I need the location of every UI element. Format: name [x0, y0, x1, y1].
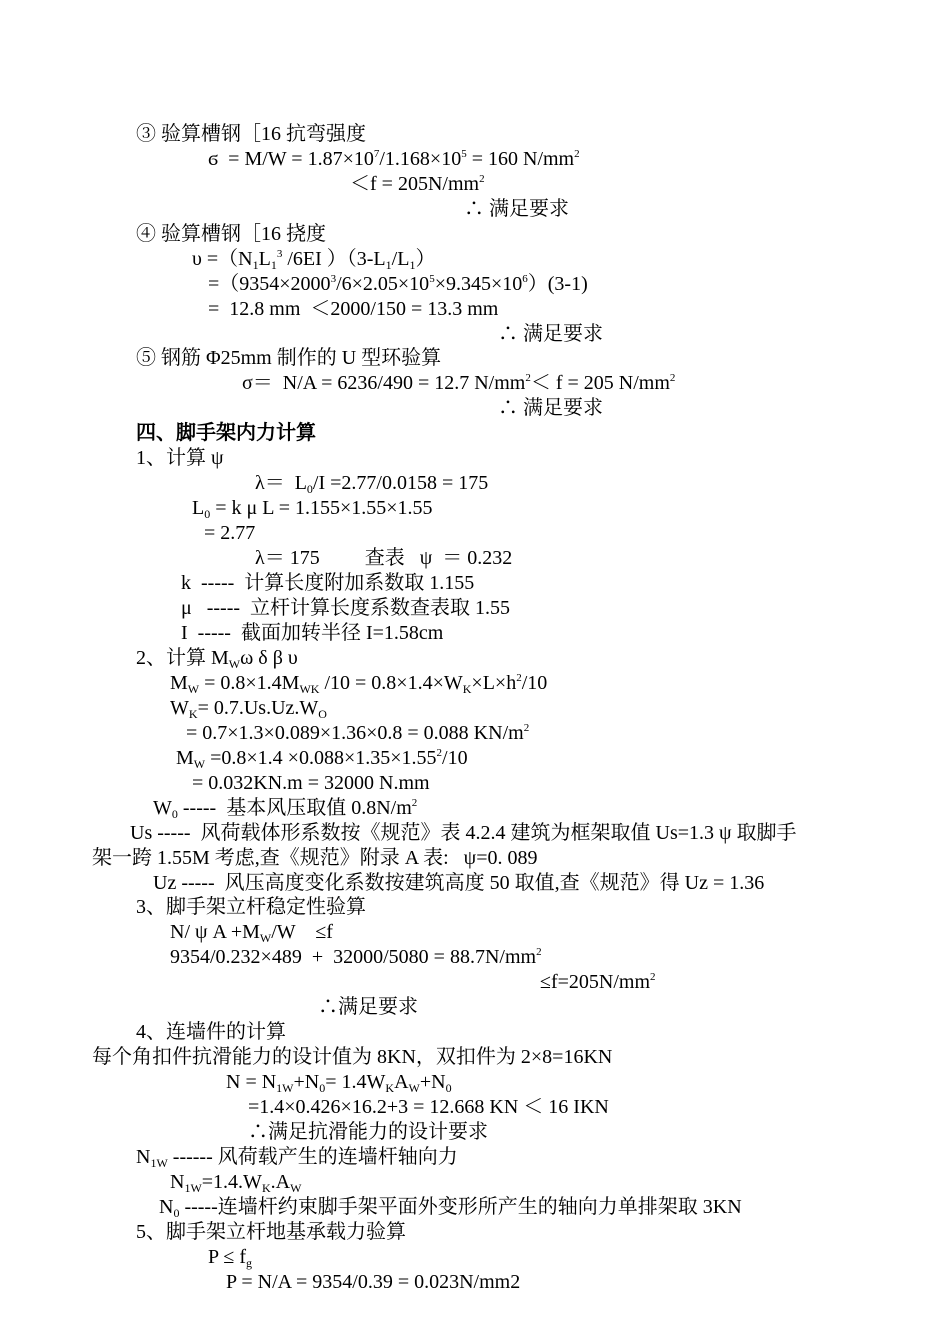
formula-effective-length: $L_0 = k$ μ L = 1.155×1.55×1.55 [192, 497, 433, 521]
formula-wind-moment-result: = 0.032KN.m = 32000 N.mm [192, 772, 430, 794]
formula-wind-load: $W_K= 0.7.Us.Uz.W_O$ [170, 697, 327, 721]
formula-deflection-values: $=(9354\times 2000^3/6\times 2.05\times 10^5\times 9.345\times 10^6)(3-1)$ [208, 273, 588, 295]
formula-deflection: $\upsilon =(N_1L_1^3$ /6EI ）$(3-L_1/L_1)$ [192, 248, 436, 272]
formula-table-lookup: λ＝ 175 查表 ψ ＝ 0.232 [255, 547, 513, 569]
definition-uz: Uz ----- 风压高度变化系数按建筑高度 50 取值,查《规范》得 Uz = 1.36 [153, 872, 765, 894]
subheading-compute-mw: 2、计算 $M_W\omega$ δ β υ [136, 647, 298, 671]
conclusion-slip-resistance: ∴满足抗滑能力的设计要求 [248, 1121, 488, 1143]
formula-stability-limit: $\le f=205N/mm^2$ [540, 971, 656, 993]
formula-slenderness: $\lambda= L_0/I =2.77/0.0158 = 175$ [255, 472, 489, 496]
definition-n0: $N_0$ -----连墙杆约束脚手架平面外变形所产生的轴向力单排架取 3KN [159, 1196, 742, 1220]
formula-deflection-result: = 12.8 mm ＜2000/150 = 13.3 mm [208, 298, 499, 320]
formula-wind-load-values: = 0.7×1.3×0.089×1.36×0.8 = 0.088 $KN/m^2$ [186, 722, 530, 744]
section-heading: 四、脚手架内力计算 [136, 422, 316, 444]
definition-us-continued: 架一跨 1.55M 考虑,查《规范》附录 A 表: ψ=0. 089 [92, 847, 538, 869]
definition-n1w: $N_{1W}$ ------ 风荷载产生的连墙杆轴向力 [136, 1146, 458, 1170]
formula-bearing-pressure: P = N/A = 9354/0.39 = 0.023N/mm2 [226, 1271, 521, 1293]
definition-w0: $W_0$ ----- 基本风压取值 $0.8N/m^2$ [153, 797, 418, 821]
subheading-foundation: 5、脚手架立杆地基承载力验算 [136, 1221, 406, 1243]
formula-wind-moment-values: $M_W =0.8\times 1.4 \times 0.088\times 1.35\times 1.55^2/10$ [176, 747, 468, 771]
formula-u-ring-stress: σ＝ N/A = 6236/490 = 12.7 $N/mm^2< f = 205$ $N/mm^2$ [242, 372, 676, 394]
formula-bearing-condition: $P \le f_g$ [208, 1246, 253, 1270]
formula-stability: N/ ψ $A +M_W/W$ ≤f [170, 921, 333, 945]
heading-channel-deflection: ④ 验算槽钢［16 挠度 [136, 223, 326, 245]
subheading-compute-psi: 1、计算 ψ [136, 447, 224, 469]
conclusion-satisfied: ∴ 满足要求 [464, 198, 569, 220]
definition-i: I ----- 截面加转半径 I=1.58cm [181, 622, 444, 644]
subheading-wall-tie: 4、连墙件的计算 [136, 1021, 286, 1043]
formula-n1w: $N_{1W}=1.4.W_K.A_W$ [170, 1171, 302, 1195]
formula-axial-force-values: =1.4×0.426×16.2+3 = 12.668 KN ＜ 16 IKN [248, 1096, 609, 1118]
heading-channel-bending-strength: ③ 验算槽钢［16 抗弯强度 [136, 123, 366, 145]
formula-bending-stress: $ϭ = M/W = 1.87\times 10^7/1.168\times 10^5 = 160$ $N/mm^2$ [208, 148, 580, 170]
definition-us: Us ----- 风荷载体形系数按《规范》表 4.2.4 建筑为框架取值 Us=1.3 ψ 取脚手 [130, 822, 797, 844]
paragraph-fastener-capacity: 每个角扣件抗滑能力的设计值为 8KN，双扣件为 2×8=16KN [92, 1046, 613, 1068]
heading-u-ring-check: ⑤ 钢筋 Φ25mm 制作的 U 型环验算 [136, 347, 442, 369]
formula-effective-length-result: = 2.77 [204, 522, 256, 544]
formula-wind-moment: $M_W = 0.8\times 1.4M_{WK}$ $/10 = 0.8\times 1.4\times W_K\times L\times h^2/10$ [170, 672, 548, 696]
subheading-stability: 3、脚手架立杆稳定性验算 [136, 896, 366, 918]
conclusion-satisfied: ∴满足要求 [318, 996, 418, 1018]
formula-stability-values: $9354/0.232\times 489 + 32000/5080 = 88.7N/mm^2$ [170, 946, 542, 968]
formula-bending-limit: $<f = 205N/mm^2$ [350, 173, 485, 195]
definition-mu: μ ----- 立杆计算长度系数查表取 1.55 [181, 597, 511, 619]
formula-axial-force: $N = N_{1W}+N_0= 1.4W_KA_W+N_0$ [226, 1071, 452, 1095]
conclusion-satisfied: ∴ 满足要求 [498, 323, 603, 345]
conclusion-satisfied: ∴ 满足要求 [498, 397, 603, 419]
definition-k: k ----- 计算长度附加系数取 1.155 [181, 572, 475, 594]
